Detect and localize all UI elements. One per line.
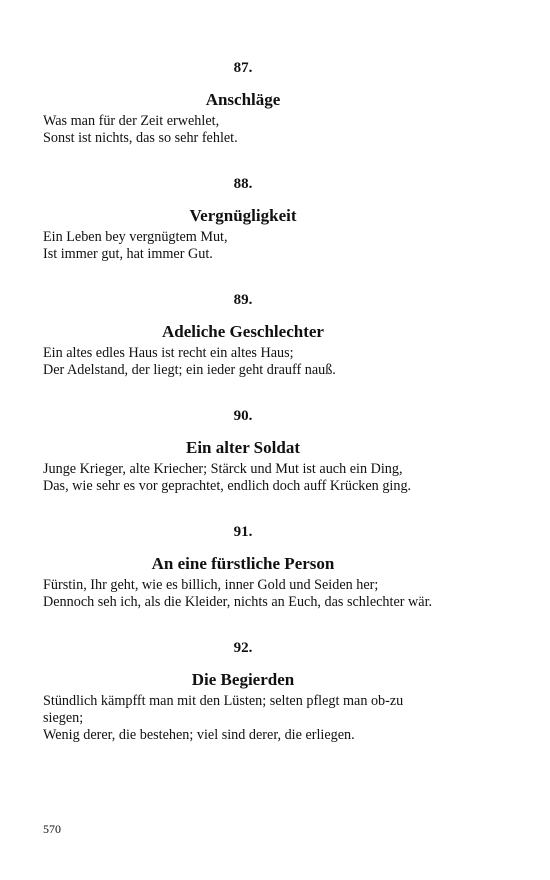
epigram-87	[43, 58, 443, 147]
verse-line: Ist immer gut, hat immer Gut.	[43, 246, 213, 262]
epigram-number: 89.	[233, 292, 253, 308]
verse-line: Dennoch seh ich, als die Kleider, nichts an Euch, das schlechter wär.	[43, 594, 433, 610]
verse-line: Wenig derer, die bestehen; viel sind derer, die erliegen.	[43, 727, 355, 743]
epigram-number: 87.	[233, 60, 253, 76]
verse-line: Ein Leben bey vergnügtem Mut,	[43, 229, 228, 245]
epigram-92	[43, 638, 443, 744]
epigram-lines	[43, 229, 443, 263]
epigram-number: 92.	[233, 640, 253, 656]
epigram-91	[43, 522, 443, 611]
epigram-title: Ein alter Soldat	[186, 438, 300, 457]
epigram-title: Adeliche Geschlechter	[162, 322, 324, 341]
epigram-number: 90.	[233, 408, 253, 424]
epigram-number: 88.	[233, 176, 253, 192]
epigram-lines	[43, 461, 443, 495]
epigram-90	[43, 406, 443, 495]
verse-line: Ein altes edles Haus ist recht ein altes Haus;	[43, 345, 294, 361]
epigram-88	[43, 174, 443, 263]
epigram-title: Vergnügligkeit	[189, 206, 297, 225]
epigram-lines	[43, 693, 443, 744]
page-content	[43, 58, 443, 744]
verse-line: Das, wie sehr es vor geprachtet, endlich doch auff Krücken ging.	[43, 478, 412, 494]
verse-line: Fürstin, Ihr geht, wie es billich, inner Gold und Seiden her;	[43, 577, 379, 593]
epigram-lines	[43, 113, 443, 147]
epigram-title: Anschläge	[205, 90, 281, 109]
verse-line: Stündlich kämpfft man mit den Lüsten; selten pflegt man ob-zu siegen;	[43, 693, 404, 726]
verse-line: Was man für der Zeit erwehlet,	[43, 113, 220, 129]
epigram-89	[43, 290, 443, 379]
epigram-lines	[43, 577, 443, 611]
epigram-lines	[43, 345, 443, 379]
epigram-title: Die Begierden	[191, 670, 295, 689]
verse-line: Sonst ist nichts, das so sehr fehlet.	[43, 130, 238, 146]
verse-line: Junge Krieger, alte Kriecher; Stärck und Mut ist auch ein Ding,	[43, 461, 403, 477]
verse-line: Der Adelstand, der liegt; ein ieder geht drauff nauß.	[43, 362, 336, 378]
page-number: 570	[43, 822, 61, 836]
epigram-number: 91.	[233, 524, 253, 540]
epigram-title: An eine fürstliche Person	[151, 554, 335, 573]
